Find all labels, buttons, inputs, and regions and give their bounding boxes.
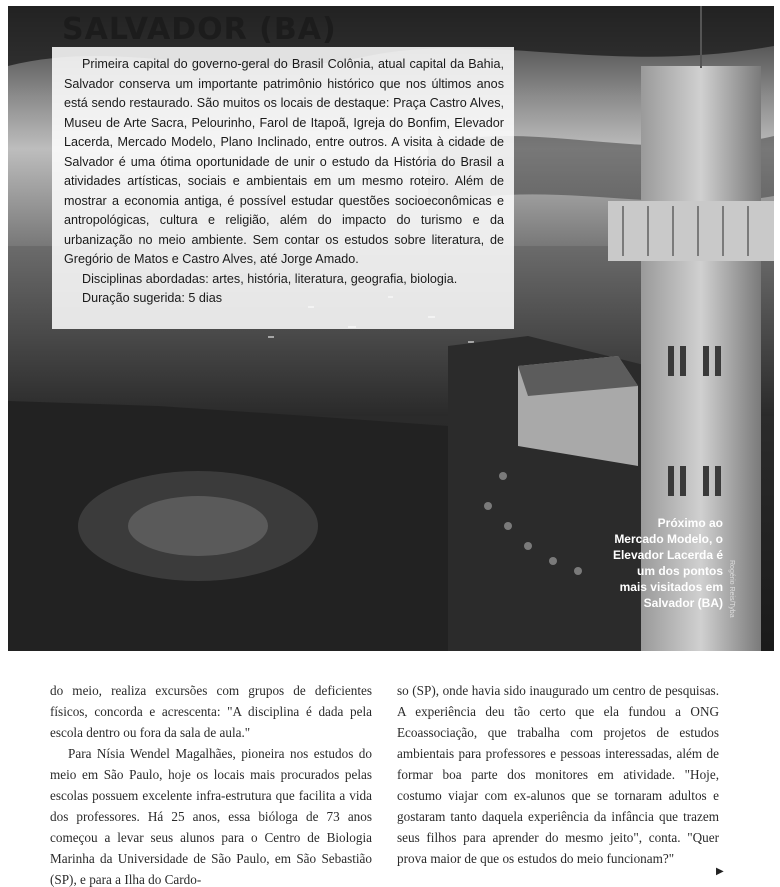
photo-caption: Próximo ao Mercado Modelo, o Elevador Lacerda é um dos pontos mais visitados em Salvador (BA) — [612, 516, 723, 610]
duration-line: Duração sugerida: 5 dias — [82, 291, 223, 305]
article-column-right — [397, 680, 719, 869]
article-paragraph: Para Nísia Wendel Magalhães, pioneira nos estudos do meio em São Paulo, hoje os locais mais procurados pelas escolas possuem excelente infra-estrutura que facilita a vida dos professores. Há 25 anos, essa bióloga de 73 anos começou a levar seus alunos para o Centro de Biologia Marinha da Universidade de São Paulo, em São Sebastião (SP), e para a Ilha do Cardo- — [50, 746, 372, 887]
disciplines-line: Disciplinas abordadas: artes, história, literatura, geografia, biologia. — [82, 271, 458, 286]
article-paragraph: so (SP), onde havia sido inaugurado um centro de pesquisas. A experiência deu tão certo que ela fundou a ONG Ecoassociação, que trabalha com projetos de estudos ambientais para professores e pessoas interessadas, além de formar boa parte dos monitores em atividade. "Hoje, costumo viajar com ex-alunos que se tornaram adultos e gostaram tanto daquela experiência da infância que trazem seus filhos para aprender do mesmo jeito", conta. "Quer prova maior de que os estudos do meio funcionam?" — [397, 683, 719, 866]
article-paragraph: do meio, realiza excursões com grupos de deficientes físicos, concorda e acrescenta: "A disciplina é dada pela escola dentro ou fora da sala de aula." — [50, 683, 372, 740]
article-column-left — [50, 680, 372, 887]
info-box — [52, 47, 514, 329]
photo-credit: Rogério Reis/Tyba — [728, 560, 735, 618]
info-box-body: Primeira capital do governo-geral do Brasil Colônia, atual capital da Bahia, Salvador conserva um importante patrimônio histórico que nos últimos anos está sendo restaurado. São muitos os locais de destaque: Praça Castro Alves, Museu de Arte Sacra, Pelourinho, Farol de Itapoã, Igreja do Bonfim, Elevador Lacerda, Mercado Modelo, Plano Inclinado, entre outros. A visita à cidade de Salvador é uma ótima oportunidade de unir o estudo da História do Brasil a atividades artísticas, sociais e ambientais em um mesmo roteiro. Além de mostrar a economia antiga, é possível estudar questões socioeconômicas e antropológicas, cultura e religião, além do impacto do turismo e da urbanização no meio ambiente. Sem contar os estudos sobre literatura, de Gregório de Matos e Castro Alves, até Jorge Amado. — [64, 57, 504, 266]
end-of-article-icon: ▶ — [716, 866, 724, 877]
page-title: SALVADOR (BA) — [62, 12, 337, 47]
